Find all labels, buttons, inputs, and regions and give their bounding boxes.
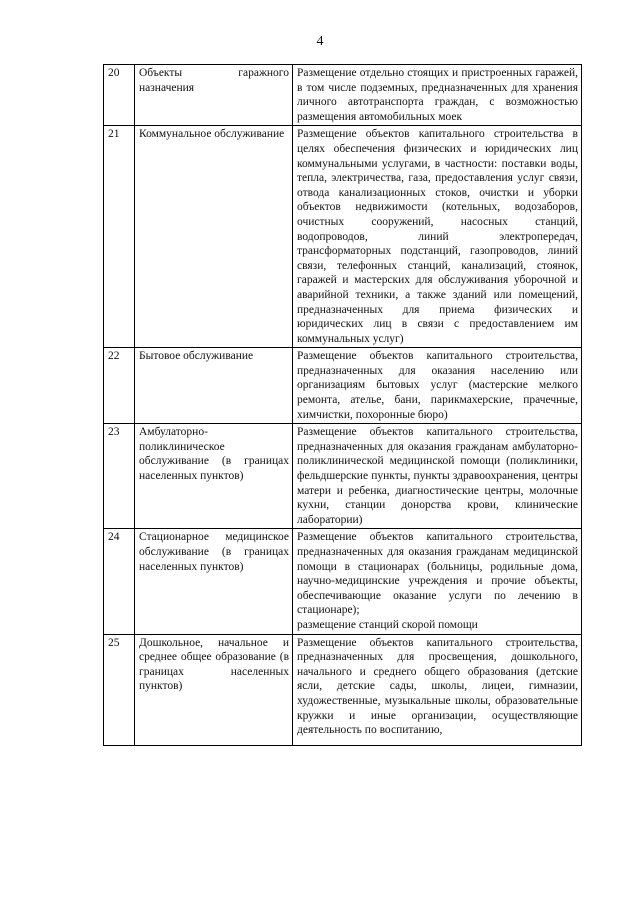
table-row [104,348,582,424]
use-type-name: Стационарное медицинское обслуживание (в границах населенных пунктов) [135,529,293,634]
table-row [104,634,582,745]
use-type-name: Коммунальное обслуживание [135,126,293,348]
use-type-description [293,348,582,424]
row-number: 23 [104,424,135,529]
use-type-description [293,65,582,126]
table-row [104,529,582,634]
table-row [104,424,582,529]
use-type-description [293,126,582,348]
use-type-description [293,424,582,529]
description-paragraph: Размещение объектов капитального строительства, предназначенных для просвещения, дошкольного, начального и среднего общего образования (детские ясли, детские сады, школы, лицеи, гимназии, художественные, музыкальные школы, образовательные кружки и иные организации, осуществляющие деятельность по воспитанию, [297,636,578,737]
row-number: 21 [104,126,135,348]
description-paragraph: Размещение объектов капитального строительства, предназначенных для оказания населению или организациям бытовых услуг (мастерские мелкого ремонта, ателье, бани, парикмахерские, прачечные, химчистки, похоронные бюро) [297,350,578,421]
row-number: 20 [104,65,135,126]
table-row [104,126,582,348]
use-type-name: Дошкольное, начальное и среднее общее образование (в границах населенных пунктов) [135,634,293,745]
row-number: 22 [104,348,135,424]
page-number: 4 [316,34,324,49]
description-paragraph: Размещение отдельно стоящих и пристроенных гаражей, в том числе подземных, предназначенных для хранения личного автотранспорта граждан, с возможностью размещения автомобильных моек [297,67,578,123]
description-paragraph: Размещение объектов капитального строительства, предназначенных для оказания гражданам медицинской помощи в стационарах (больницы, родильные дома, научно-медицинские учреждения и прочие объекты, обеспечивающие оказание услуги по лечению в стационаре); [297,531,578,617]
use-type-description [293,634,582,745]
row-number: 25 [104,634,135,745]
use-type-name: Амбулаторно-поликлиническое обслуживание (в границах населенных пунктов) [135,424,293,529]
land-use-table [103,64,582,746]
use-type-name: Объекты гаражного назначения [135,65,293,126]
use-type-description [293,529,582,634]
row-number: 24 [104,529,135,634]
description-paragraph: Размещение объектов капитального строительства, предназначенных для оказания гражданам амбулаторно-поликлинической медицинской помощи (поликлиники, фельдшерские пункты, пункты здравоохранения, центры матери и ребенка, диагностические центры, молочные кухни, станции донорства крови, клинические лаборатории) [297,426,578,526]
table-row [104,65,582,126]
use-type-name: Бытовое обслуживание [135,348,293,424]
description-paragraph: размещение станций скорой помощи [297,618,478,631]
description-paragraph: Размещение объектов капитального строительства в целях обеспечения физических и юридических лиц коммунальными услугами, в частности: поставки воды, тепла, электричества, газа, предоставления услуг связи, отвода канализационных стоков, очистки и уборки объектов недвижимости (котельных, водозаборов, очистных сооружений, насосных станций, водопроводов, линий электропередач, трансформаторных подстанций, газопроводов, линий связи, телефонных станций, канализаций, стоянок, гаражей и мастерских для обслуживания уборочной и аварийной техники, а также зданий или помещений, предназначенных для приема физических и юридических лиц в связи с предоставлением им коммунальных услуг) [297,128,578,345]
